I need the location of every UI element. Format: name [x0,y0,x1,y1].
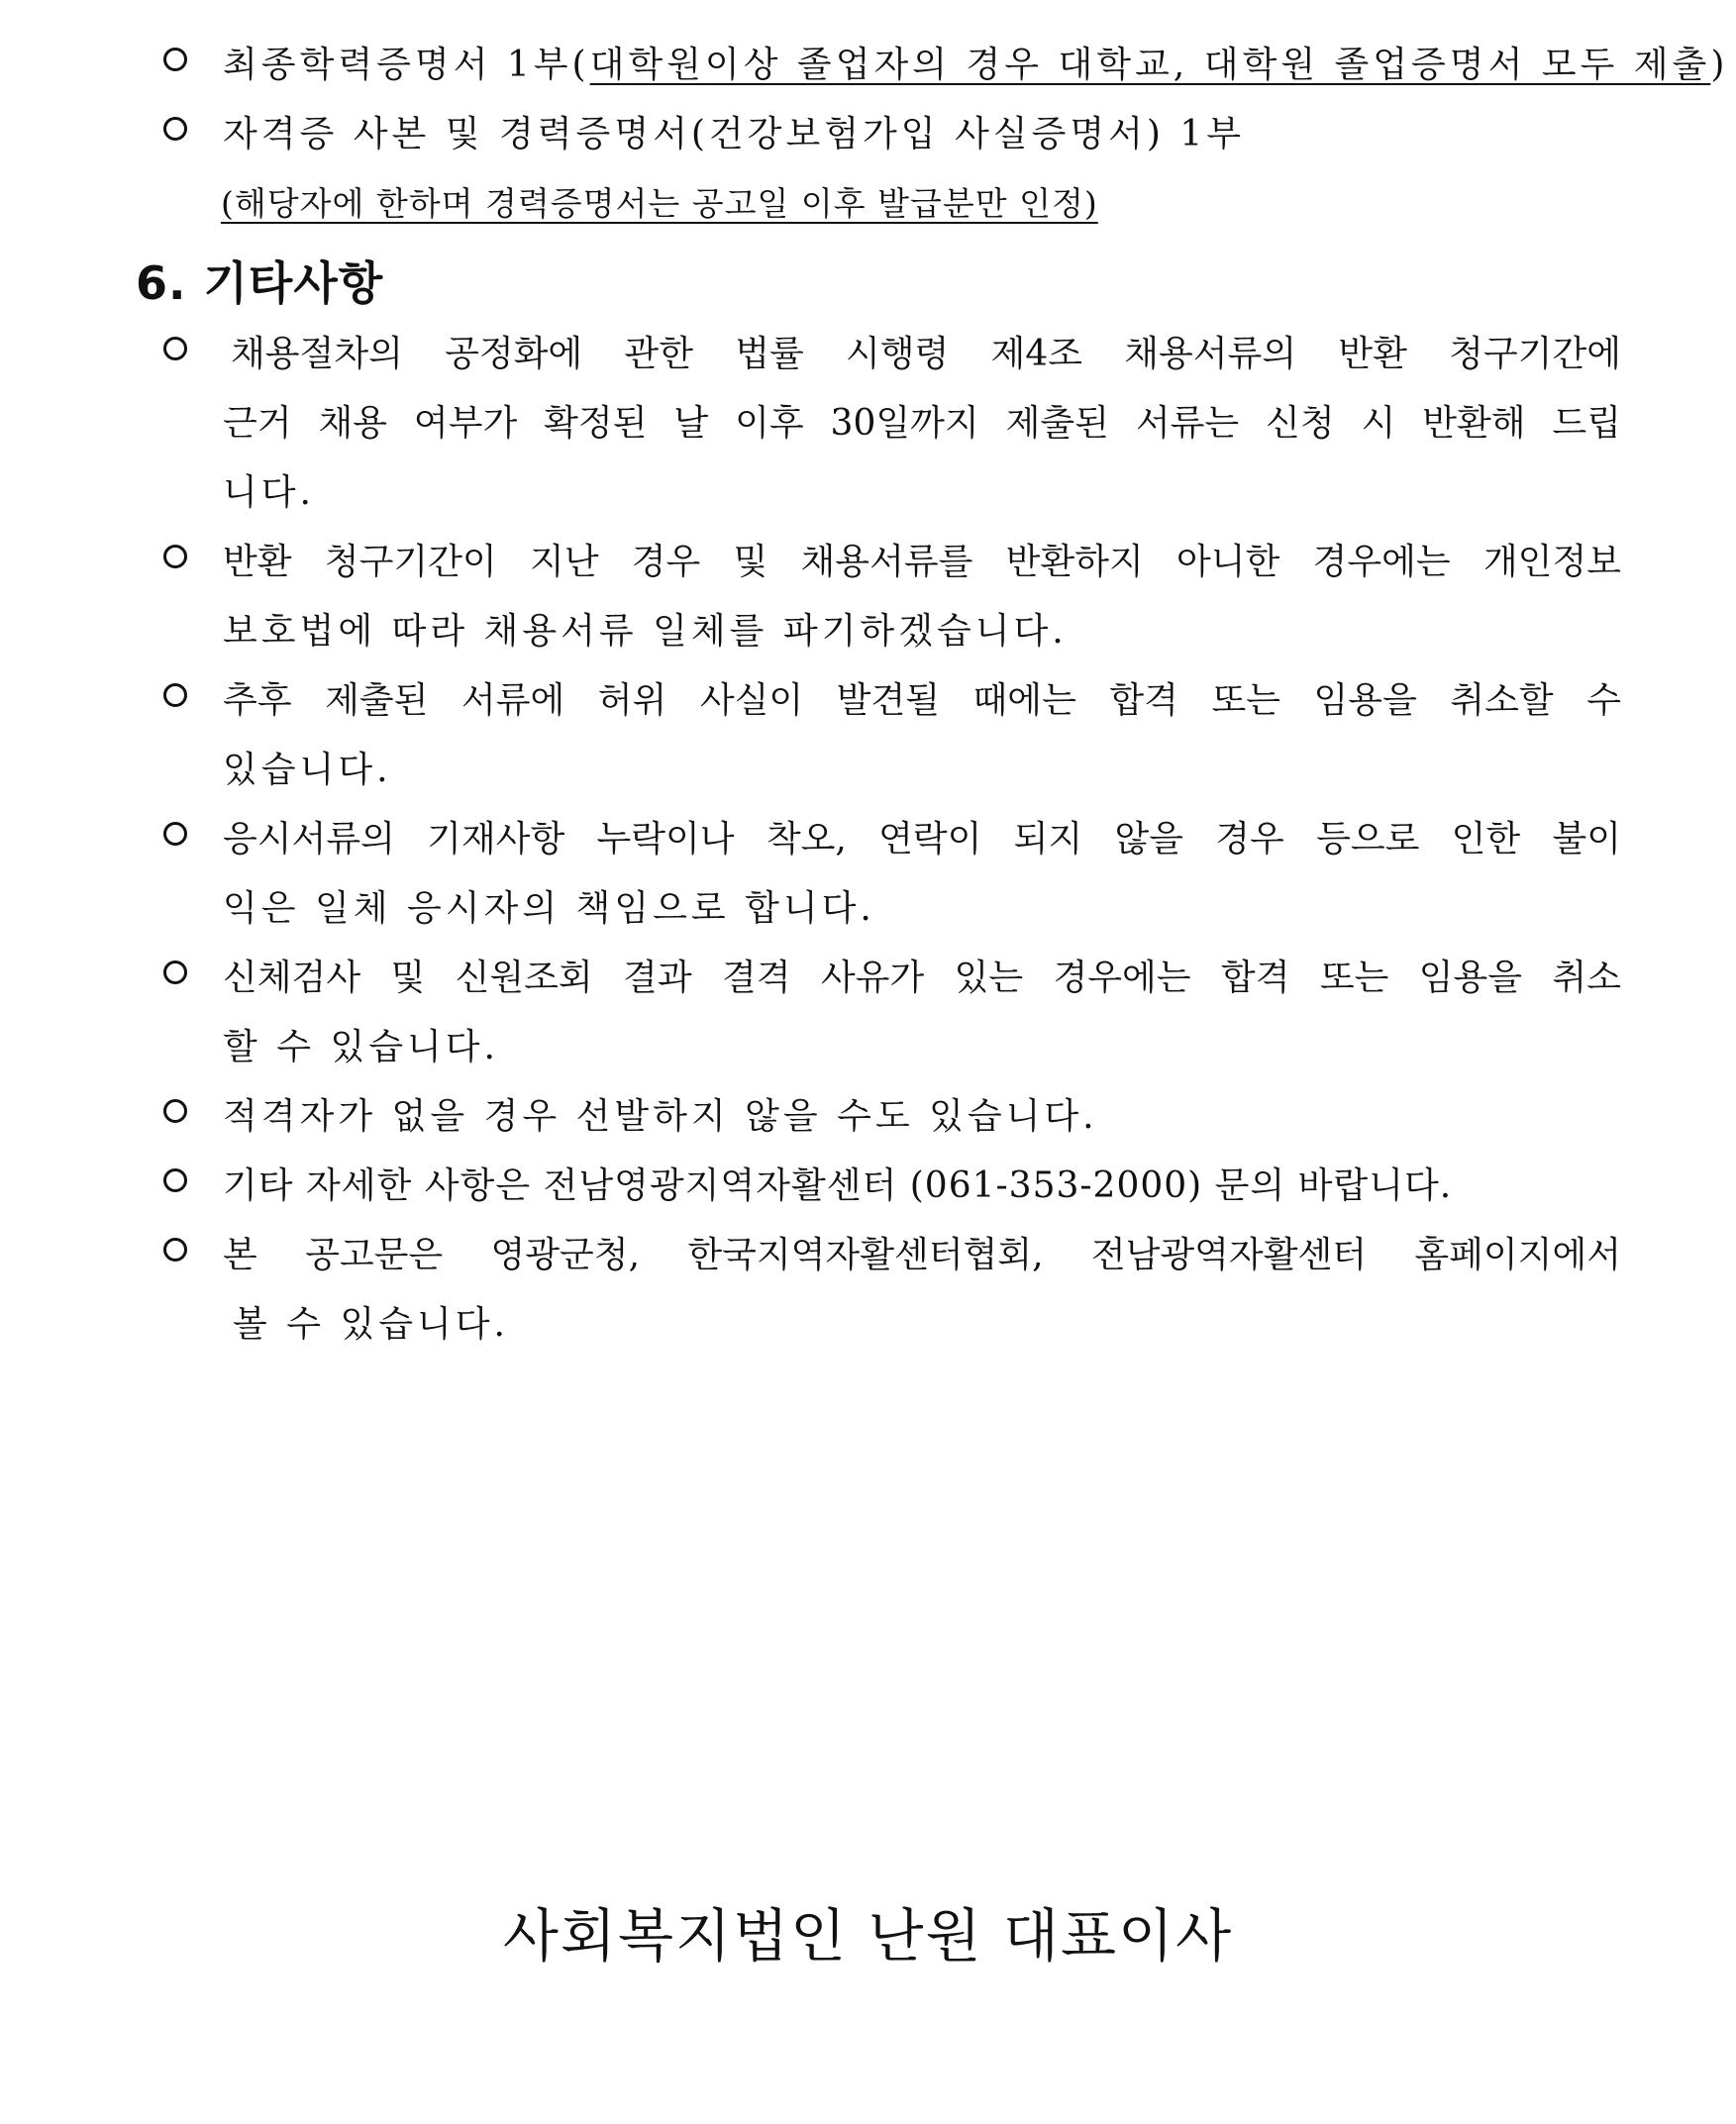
diploma-underlined-note: 대학원이상 졸업자의 경우 대학교, 대학원 졸업증명서 모두 제출 [589,45,1711,85]
circle-bullet-icon [163,545,187,568]
notice-line: 채용절차의 공정화에 관한 법률 시행령 제4조 채용서류의 반환 청구기간에 [231,334,1621,374]
certificate-note-text: (해당자에 한하며 경력증명서는 공고일 이후 발급분만 인정) [221,184,1098,223]
diploma-lead: 최종학력증명서 1부( [223,45,590,85]
notice-line: 신체검사 및 신원조회 결과 결격 사유가 있는 경우에는 합격 또는 임용을 취소 [223,958,1621,998]
circle-bullet-icon [163,1099,187,1123]
circle-bullet-icon [163,822,187,846]
notice-line: 볼 수 있습니다. [233,1304,509,1345]
circle-bullet-icon [163,337,187,360]
notice-line: 기타 자세한 사항은 전남영광지역자활센터 (061-353-2000) 문의 바랍니다. [223,1165,1453,1206]
diploma-tail: ) [1710,45,1729,85]
notice-line: 익은 일체 응시자의 책임으로 합니다. [223,888,875,929]
notice-line: 적격자가 없을 경우 선발하지 않을 수도 있습니다. [223,1096,1098,1137]
notice-line: 근거 채용 여부가 확정된 날 이후 30일까지 제출된 서류는 신청 시 반환해 드립 [223,403,1621,444]
circle-bullet-icon [163,1168,187,1192]
circle-bullet-icon [163,1238,187,1262]
notice-line: 있습니다. [223,750,392,790]
diploma-line [223,44,1728,87]
notice-line: 추후 제출된 서류에 허위 사실이 발견될 때에는 합격 또는 임용을 취소할 수 [223,680,1621,721]
notice-line: 응시서류의 기재사항 누락이나 착오, 연락이 되지 않을 경우 등으로 인한 불이 [223,819,1621,860]
notice-line: 본 공고문은 영광군청, 한국지역자활센터협회, 전남광역자활센터 홈페이지에서 [223,1235,1621,1275]
certificate-line: 자격증 사본 및 경력증명서(건강보험가입 사실증명서) 1부 [223,114,1246,154]
certificate-note [221,182,1098,226]
notice-line: 반환 청구기간이 지난 경우 및 채용서류를 반환하지 아니한 경우에는 개인정보 [223,542,1621,582]
issuer-signature: 사회복지법인 난원 대표이사 [502,1902,1234,1970]
circle-bullet-icon [163,48,187,71]
notice-line: 할 수 있습니다. [223,1027,499,1067]
notice-line: 니다. [223,472,315,513]
notice-line: 보호법에 따라 채용서류 일체를 파기하겠습니다. [223,611,1068,652]
circle-bullet-icon [163,117,187,141]
circle-bullet-icon [163,683,187,707]
circle-bullet-icon [163,961,187,984]
section-heading: 6. 기타사항 [136,256,384,310]
